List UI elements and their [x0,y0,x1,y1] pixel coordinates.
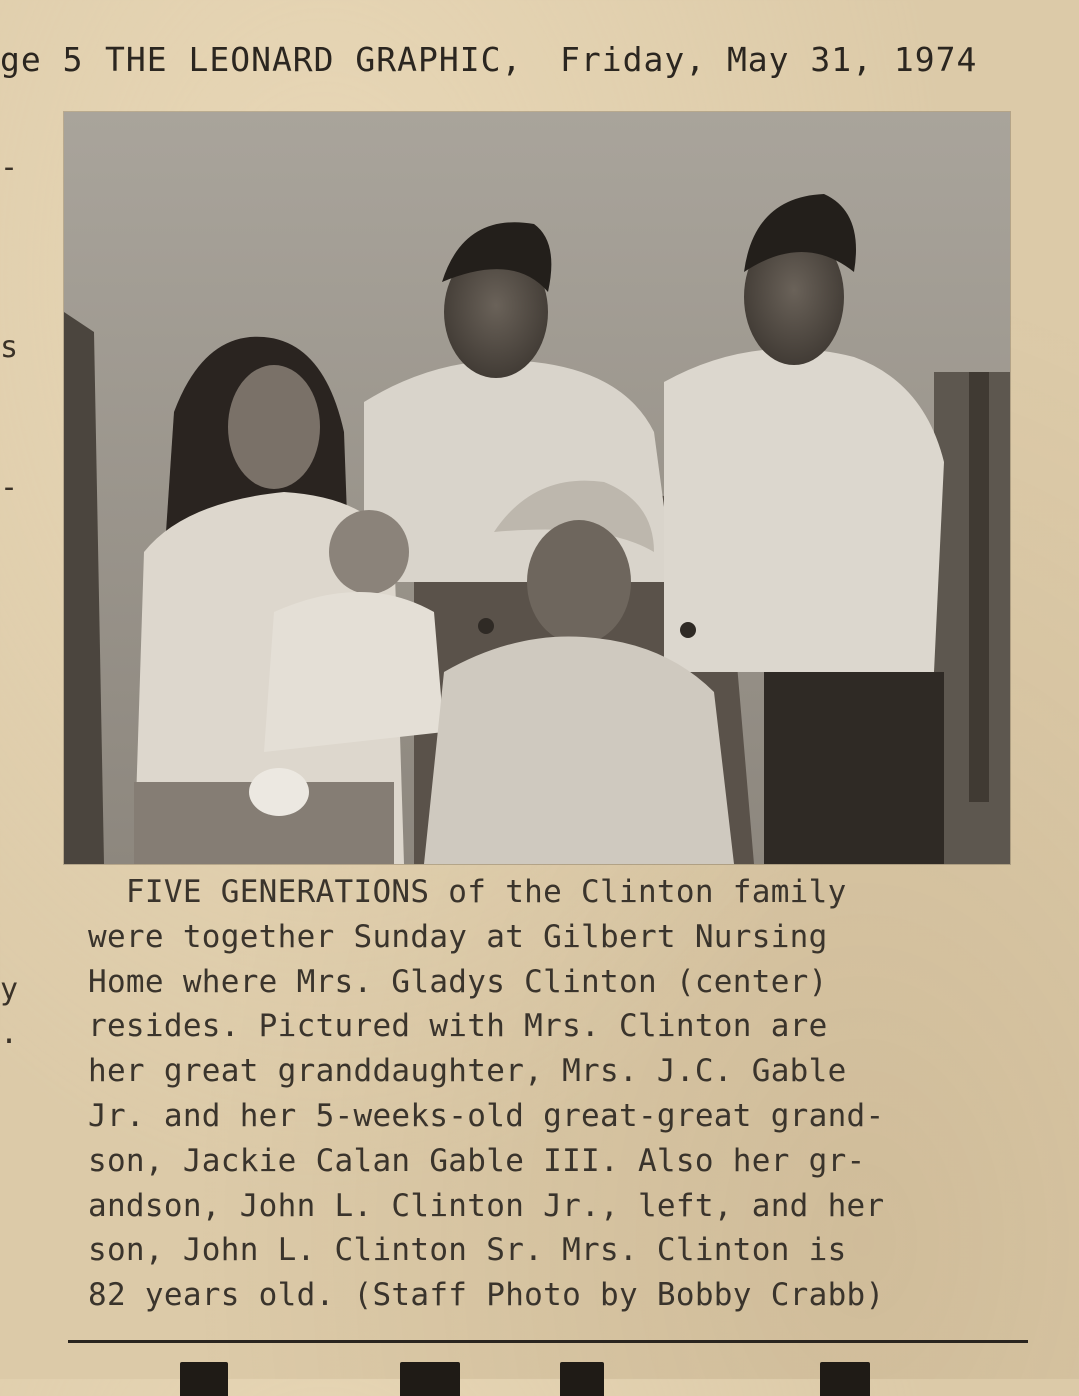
column-mark: . [0,1016,19,1051]
caption-line: were together Sunday at Gilbert Nursing [88,918,828,955]
caption-line: Home where Mrs. Gladys Clinton (center) [88,963,828,1000]
issue-date: Friday, May 31, 1974 [560,40,978,79]
newspaper-masthead: THE LEONARD GRAPHIC, [105,40,523,79]
column-mark: s [0,330,19,365]
headline-glyph [400,1362,460,1396]
column-mark: - [0,150,19,185]
headline-glyph [560,1362,604,1396]
column-mark: y [0,972,19,1007]
next-article-headline-fragment [180,1356,880,1396]
page-number: ge 5 [0,40,84,79]
headline-glyph [820,1362,870,1396]
caption-line: andson, John L. Clinton Jr., left, and her [88,1187,885,1224]
caption-line: Jr. and her 5-weeks-old great-great grand- [88,1097,885,1134]
page-header [0,40,1079,90]
family-photograph [64,112,1010,864]
column-rule [68,1340,1028,1343]
caption-line: her great granddaughter, Mrs. J.C. Gable [88,1053,847,1090]
caption-line: 82 years old. (Staff Photo by Bobby Crabb) [88,1277,885,1314]
column-mark: - [0,470,19,505]
caption-line: FIVE GENERATIONS of the Clinton family [88,874,847,910]
photo-caption [88,870,1028,1318]
caption-line: resides. Pictured with Mrs. Clinton are [88,1008,828,1045]
caption-line: son, John L. Clinton Sr. Mrs. Clinton is [88,1232,847,1269]
photograph-icon [64,112,1010,864]
headline-glyph [180,1362,228,1396]
caption-line: son, Jackie Calan Gable III. Also her gr- [88,1142,866,1179]
